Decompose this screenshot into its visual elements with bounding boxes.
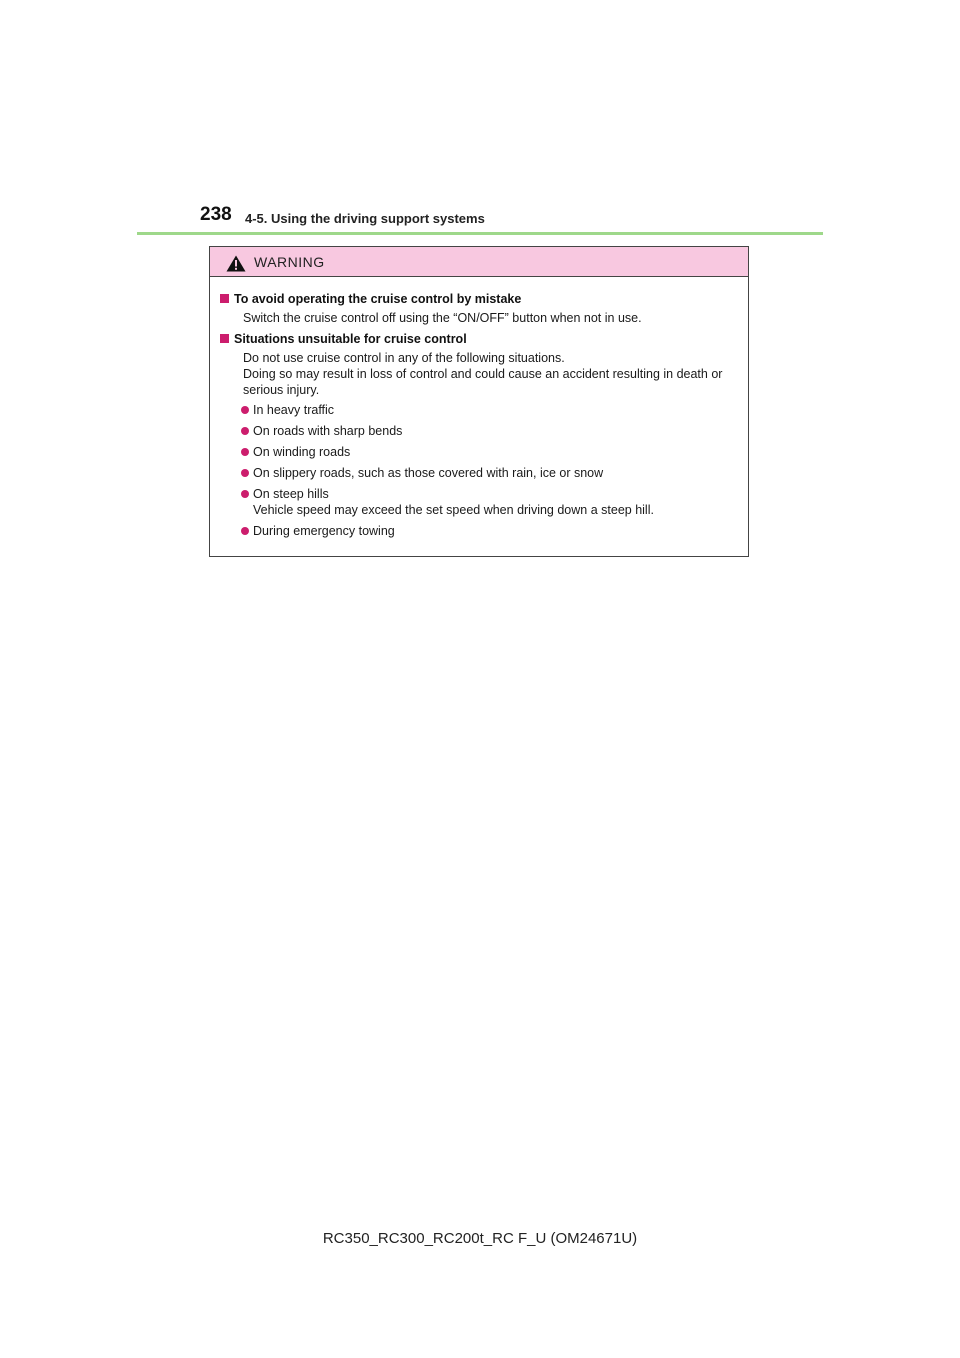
warning-label: WARNING [254, 254, 325, 270]
list-item-text: On slippery roads, such as those covered with rain, ice or snow [253, 466, 604, 480]
paragraph: Switch the cruise control off using the “ON/OFF” button when not in use. [243, 311, 642, 325]
list-item [241, 444, 738, 460]
list-item-text: On roads with sharp bends [253, 424, 403, 438]
topic-title: Situations unsuitable for cruise control [234, 332, 467, 346]
warning-body [210, 277, 748, 539]
list-item [241, 523, 738, 539]
list-item-text: On steep hills [253, 487, 329, 501]
list-item [241, 402, 738, 418]
square-bullet-icon [220, 294, 229, 303]
bullet-dot-icon [241, 527, 249, 535]
warning-triangle-icon [226, 255, 246, 272]
list-item-text: During emergency towing [253, 524, 395, 538]
bullet-dot-icon [241, 448, 249, 456]
bullet-dot-icon [241, 427, 249, 435]
section-title: 4-5. Using the driving support systems [245, 211, 485, 226]
topic-heading [220, 291, 738, 307]
square-bullet-icon [220, 334, 229, 343]
page-number: 238 [200, 204, 232, 225]
list-item-content [253, 486, 654, 518]
paragraph: Doing so may result in loss of control and could cause an accident resulting in death or serious injury. [243, 367, 723, 397]
warning-header [210, 247, 748, 277]
list-item-text: On winding roads [253, 445, 351, 459]
list-item [241, 486, 738, 518]
warning-box [209, 246, 749, 557]
list-item-text: In heavy traffic [253, 403, 335, 417]
bullet-dot-icon [241, 469, 249, 477]
bullet-list [241, 402, 738, 539]
footer-model-code: RC350_RC300_RC200t_RC F_U (OM24671U) [322, 1230, 638, 1247]
paragraph: Do not use cruise control in any of the following situations. [243, 351, 565, 365]
bullet-dot-icon [241, 490, 249, 498]
list-item-note: Vehicle speed may exceed the set speed when driving down a steep hill. [253, 503, 654, 517]
list-item [241, 423, 738, 439]
list-item [241, 465, 738, 481]
bullet-dot-icon [241, 406, 249, 414]
topic-title: To avoid operating the cruise control by mistake [234, 292, 522, 306]
topic-heading [220, 331, 738, 347]
header-rule [137, 232, 823, 235]
